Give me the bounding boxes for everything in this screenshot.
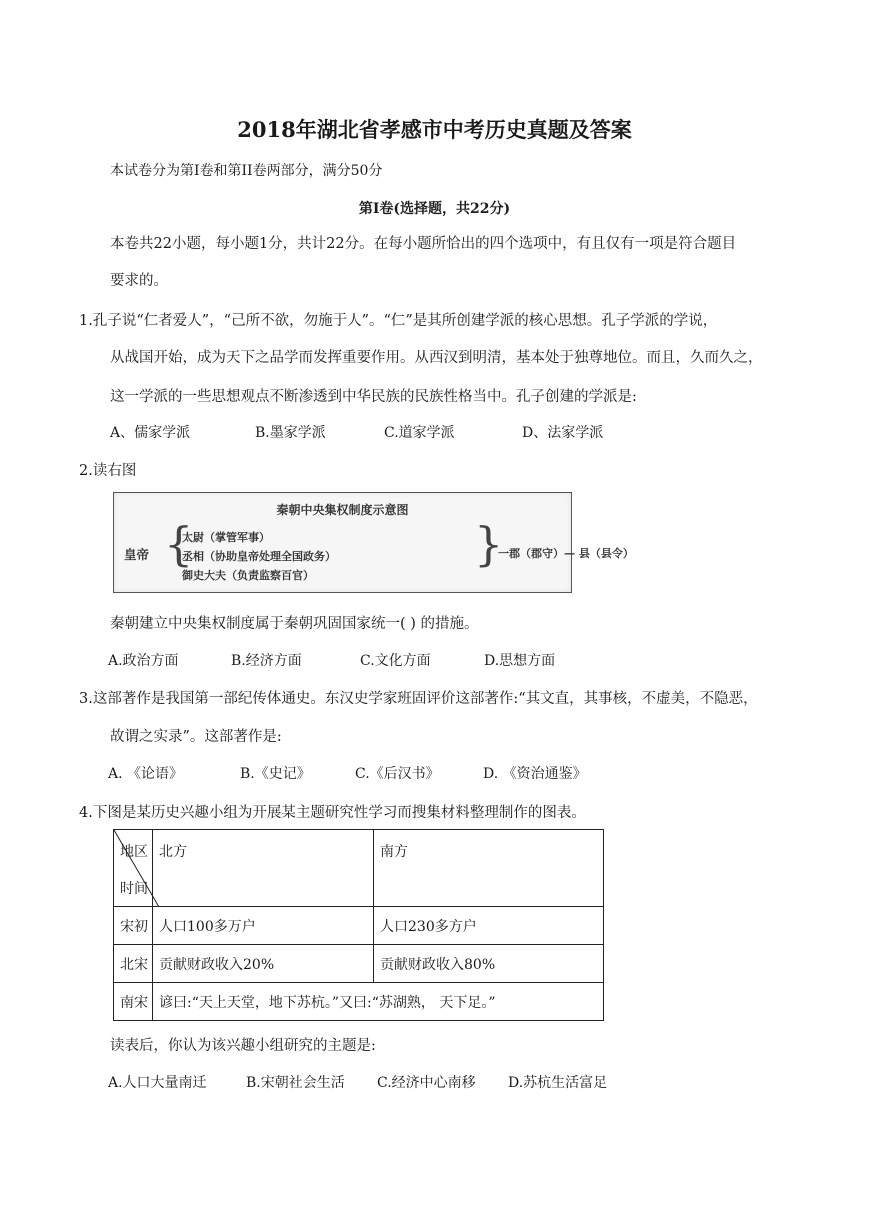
qin-centralization-diagram: [113, 492, 634, 593]
q1-option-b[interactable]: B.墨家学派: [255, 425, 326, 441]
north-south-table: [113, 829, 604, 1021]
table-header-north: 北方: [153, 830, 374, 907]
q4-option-b[interactable]: B.宋朝社会生活: [246, 1075, 345, 1091]
table-corner-cell: [114, 830, 153, 907]
section-heading: 第I卷(选择题，共22分): [358, 201, 511, 217]
table-north-value: 人口100多万户: [153, 907, 374, 945]
table-row: [114, 907, 604, 945]
left-brace-icon: {: [164, 517, 194, 571]
table-row: [114, 945, 604, 983]
q4-option-d[interactable]: D.苏杭生活富足: [508, 1075, 608, 1091]
q2-option-d[interactable]: D.思想方面: [484, 653, 556, 669]
table-corner-region: 地区: [120, 844, 148, 860]
table-period: 南宋: [114, 983, 153, 1021]
q3-stem-line2: 故谓之实录”。这部著作是:: [110, 729, 282, 745]
q1-stem: 1.孔子说“仁者爱人”，“己所不欲，勿施于人”。“仁”是其所创建学派的核心思想。孔子学派的学说，: [79, 313, 718, 329]
diagram-emperor: 皇帝: [124, 547, 150, 562]
section-instruction: 本卷共22小题，每小题1分，共计22分。在每小题所恰出的四个选项中，有且仅有一项是符合题目: [110, 236, 737, 252]
table-period: 北宋: [114, 945, 153, 983]
q1-stem-line3: 这一学派的一些思想观点不断渗透到中华民族的民族性格当中。孔子创建的学派是:: [110, 389, 637, 405]
q2-option-c[interactable]: C.文化方面: [360, 653, 431, 669]
q2-option-a[interactable]: A.政治方面: [108, 653, 179, 669]
table-period: 宋初: [114, 907, 153, 945]
table-proverb: 谚曰:“天上天堂，地下苏杭。”又曰:“苏湖熟， 天下足。”: [153, 983, 604, 1021]
q2-stem: 2.读右图: [79, 463, 137, 479]
q2-question: 秦朝建立中央集权制度属于秦朝巩固国家统一( ) 的措施。: [110, 616, 479, 632]
diagram-title: 秦朝中央集权制度示意图: [276, 503, 409, 517]
q2-option-b[interactable]: B.经济方面: [231, 653, 302, 669]
section-instruction-cont: 要求的。: [110, 273, 168, 289]
q3-option-b[interactable]: B.《史记》: [240, 766, 311, 782]
q4-question: 读表后，你认为该兴趣小组研究的主题是:: [110, 1038, 376, 1054]
table-header-south: 南方: [374, 830, 604, 907]
table-south-value: 人口230多方户: [374, 907, 604, 945]
diagram-official-chengxiang: 丞相（协助皇帝处理全国政务）: [182, 550, 336, 563]
q4-option-a[interactable]: A.人口大量南迁: [108, 1075, 207, 1091]
q3-option-d[interactable]: D. 《资治通鉴》: [483, 766, 587, 782]
q1-stem-line2: 从战国开始，成为天下之品学而发挥重要作用。从西汉到明清，基本处于独尊地位。而且，久而久之，: [110, 350, 763, 366]
q3-option-c[interactable]: C.《后汉书》: [355, 766, 440, 782]
table-south-value: 贡献财政收入80%: [374, 945, 604, 983]
table-north-value: 贡献财政收入20%: [153, 945, 374, 983]
diagram-local-admin: 一郡（郡守）— 县（县令）: [498, 547, 634, 560]
diagram-official-taiwei: 太尉（掌管军事）: [182, 531, 270, 544]
q3-option-a[interactable]: A. 《论语》: [108, 766, 184, 782]
q1-option-c[interactable]: C.道家学派: [384, 425, 455, 441]
table-corner-time: 时间: [120, 881, 148, 897]
exam-intro: 本试卷分为第I卷和第II卷两部分，满分50分: [110, 163, 383, 179]
q4-option-c[interactable]: C.经济中心南移: [377, 1075, 476, 1091]
q4-stem: 4.下图是某历史兴趣小组为开展某主题研究性学习而搜集材料整理制作的图表。: [79, 805, 586, 821]
q1-option-a[interactable]: A、儒家学派: [110, 425, 191, 441]
right-brace-icon: }: [474, 517, 504, 571]
q3-stem: 3.这部著作是我国第一部纪传体通史。东汉史学家班固评价这部著作:“其文直，其事核，不虚美，不隐恶，: [79, 691, 758, 707]
table-row: [114, 983, 604, 1021]
q1-option-d[interactable]: D、法家学派: [522, 425, 604, 441]
diagram-official-yushi: 御史大夫（负责监察百官）: [182, 569, 314, 582]
page-title: 2018年湖北省孝感市中考历史真题及答案: [237, 117, 632, 142]
